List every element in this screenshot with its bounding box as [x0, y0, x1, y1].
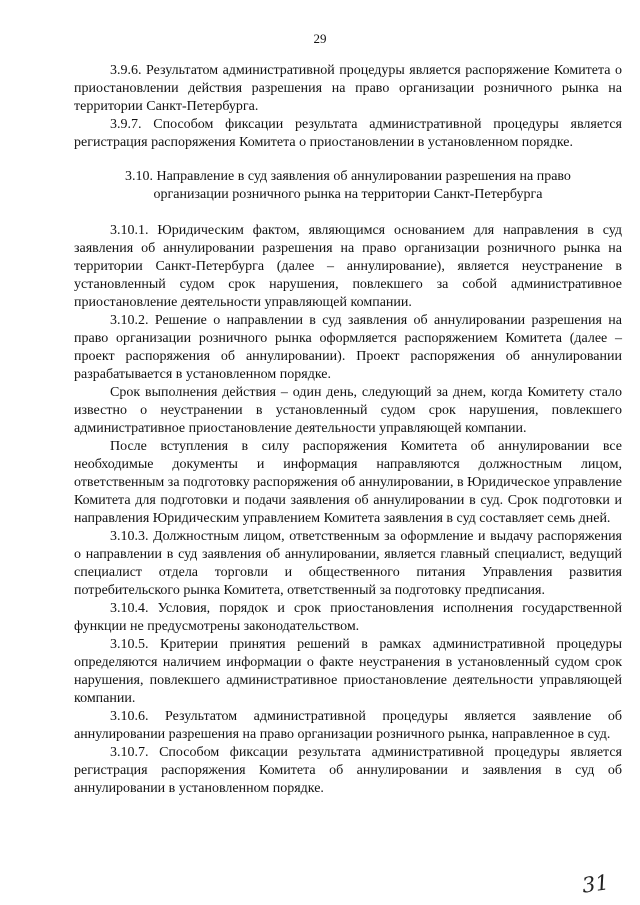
section-heading-line-1: 3.10. Направление в суд заявления об аннулировании разрешения на право: [125, 169, 571, 184]
page-number: 29: [313, 31, 327, 46]
paragraph-3-10-4: 3.10.4. Условия, порядок и срок приостановления исполнения государственной функции не предусмотрены законодательством.: [74, 601, 622, 634]
section-heading-line-2: организации розничного рынка на территории Санкт-Петербурга: [153, 187, 543, 202]
paragraph-after-entry-into-force: После вступления в силу распоряжения Комитета об аннулировании все необходимые документы и информация направляются должностным лицом, ответственным за подготовку распоряжения об аннулировании, в Юридическое управление Комитета для подготовки и подачи заявления об аннулировании в суд. Срок подготовки и направления Юридическим управлением Комитета заявления в суд составляет семь дней.: [74, 439, 622, 526]
paragraph-3-9-7: 3.9.7. Способом фиксации результата административной процедуры является регистрация распоряжения Комитета о приостановлении в установленном порядке.: [74, 117, 622, 150]
paragraph-deadline: Срок выполнения действия – один день, следующий за днем, когда Комитету стало известно о неустранении в установленный судом срок нарушения, повлекшего административное приостановление деятельности управляющей компании.: [74, 385, 622, 436]
paragraph-3-10-3: 3.10.3. Должностным лицом, ответственным за оформление и выдачу распоряжения о направлении в суд заявления об аннулировании, является главный специалист, ведущий специалист отдела торговли и общественного питания Управления развития потребительского рынка Комитета, ответственный за подготовку предписания.: [74, 529, 622, 598]
document-body: [74, 62, 622, 798]
paragraph-3-10-5: 3.10.5. Критерии принятия решений в рамках административной процедуры определяются наличием информации о факте неустранения в установленный судом срок нарушения, повлекшего административное приостановление деятельности управляющей компании.: [74, 637, 622, 706]
paragraph-3-10-2: 3.10.2. Решение о направлении в суд заявления об аннулировании разрешения на право организации розничного рынка оформляется распоряжением Комитета (далее – проект распоряжения об аннулировании). Проект распоряжения об аннулировании разрабатывается в установленном порядке.: [74, 313, 622, 382]
paragraph-3-10-7: 3.10.7. Способом фиксации результата административной процедуры является регистрация распоряжения Комитета об аннулировании и заявления в суд об аннулировании в установленном порядке.: [74, 745, 622, 796]
paragraph-3-10-1: 3.10.1. Юридическим фактом, являющимся основанием для направления в суд заявления об аннулировании разрешения на право организации розничного рынка на территории Санкт-Петербурга (далее – аннулирование), является неустранение в установленный судом срок нарушения, повлекшего за собой административное приостановление деятельности управляющей компании.: [74, 223, 622, 310]
paragraph-3-10-6: 3.10.6. Результатом административной процедуры является заявление об аннулировании разрешения на право организации розничного рынка, направленное в суд.: [74, 709, 622, 742]
handwritten-page-number: 31: [580, 870, 611, 898]
section-heading-3-10: [74, 168, 622, 204]
paragraph-3-9-6: 3.9.6. Результатом административной процедуры является распоряжение Комитета о приостановлении действия разрешения на право организации розничного рынка на территории Санкт-Петербурга.: [74, 63, 622, 114]
